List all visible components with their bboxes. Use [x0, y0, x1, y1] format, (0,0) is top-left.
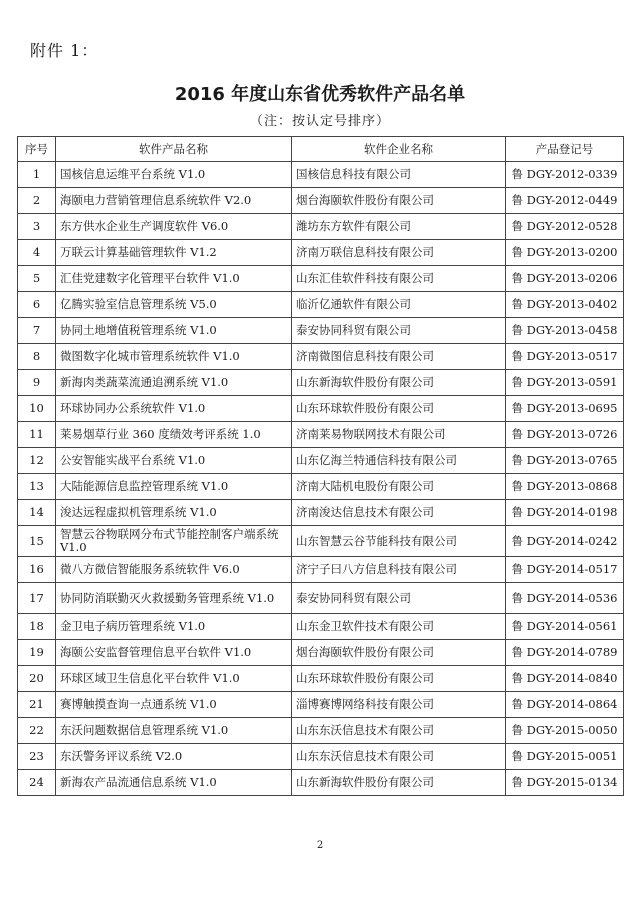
col-header-company: 软件企业名称 — [292, 137, 506, 162]
table-row — [18, 162, 624, 188]
product-name: 大陆能源信息监控管理系统 V1.0 — [56, 474, 292, 500]
table-row — [18, 396, 624, 422]
company-name: 山东智慧云谷节能科技有限公司 — [292, 526, 506, 557]
page-number: 2 — [316, 840, 324, 851]
table-row — [18, 614, 624, 640]
table-row — [18, 370, 624, 396]
company-name: 山东亿海兰特通信科技有限公司 — [292, 448, 506, 474]
registration-number: 鲁 DGY-2014-0561 — [506, 614, 624, 640]
table-row — [18, 666, 624, 692]
product-name: 智慧云谷物联网分布式节能控制客户端系统 V1.0 — [56, 526, 292, 557]
product-name: 莱易烟草行业 360 度绩效考评系统 1.0 — [56, 422, 292, 448]
product-name: 东方供水企业生产调度软件 V6.0 — [56, 214, 292, 240]
table-row — [18, 240, 624, 266]
company-name: 济南微图信息科技有限公司 — [292, 344, 506, 370]
row-index: 7 — [18, 318, 56, 344]
company-name: 山东新海软件股份有限公司 — [292, 370, 506, 396]
company-name: 济南莱易物联网技术有限公司 — [292, 422, 506, 448]
registration-number: 鲁 DGY-2013-0765 — [506, 448, 624, 474]
sort-note: （注：按认定号排序） — [249, 114, 390, 129]
row-index: 4 — [18, 240, 56, 266]
row-index: 5 — [18, 266, 56, 292]
company-name: 山东环球软件股份有限公司 — [292, 396, 506, 422]
product-table — [17, 136, 624, 796]
row-index: 23 — [18, 744, 56, 770]
product-name: 金卫电子病历管理系统 V1.0 — [56, 614, 292, 640]
row-index: 1 — [18, 162, 56, 188]
product-name: 微八方微信智能服务系统软件 V6.0 — [56, 557, 292, 583]
table-row — [18, 692, 624, 718]
table-row — [18, 770, 624, 796]
company-name: 泰安协同科贸有限公司 — [292, 318, 506, 344]
table-row — [18, 422, 624, 448]
registration-number: 鲁 DGY-2014-0242 — [506, 526, 624, 557]
row-index: 10 — [18, 396, 56, 422]
product-name: 海颐电力营销管理信息系统软件 V2.0 — [56, 188, 292, 214]
table-row — [18, 344, 624, 370]
registration-number: 鲁 DGY-2014-0198 — [506, 500, 624, 526]
company-name: 山东东沃信息技术有限公司 — [292, 744, 506, 770]
table-row — [18, 266, 624, 292]
table-row — [18, 214, 624, 240]
row-index: 24 — [18, 770, 56, 796]
row-index: 3 — [18, 214, 56, 240]
table-row — [18, 448, 624, 474]
product-name: 浚达远程虚拟机管理系统 V1.0 — [56, 500, 292, 526]
company-name: 烟台海颐软件股份有限公司 — [292, 188, 506, 214]
row-index: 8 — [18, 344, 56, 370]
row-index: 11 — [18, 422, 56, 448]
company-name: 临沂亿通软件有限公司 — [292, 292, 506, 318]
product-name: 万联云计算基础管理软件 V1.2 — [56, 240, 292, 266]
product-name: 环球区域卫生信息化平台软件 V1.0 — [56, 666, 292, 692]
row-index: 18 — [18, 614, 56, 640]
registration-number: 鲁 DGY-2014-0864 — [506, 692, 624, 718]
registration-number: 鲁 DGY-2013-0695 — [506, 396, 624, 422]
row-index: 16 — [18, 557, 56, 583]
table-row — [18, 318, 624, 344]
product-name: 东沃警务评议系统 V2.0 — [56, 744, 292, 770]
table-row — [18, 718, 624, 744]
registration-number: 鲁 DGY-2015-0051 — [506, 744, 624, 770]
product-name: 赛博触摸查询一点通系统 V1.0 — [56, 692, 292, 718]
registration-number: 鲁 DGY-2012-0339 — [506, 162, 624, 188]
product-name: 微图数字化城市管理系统软件 V1.0 — [56, 344, 292, 370]
registration-number: 鲁 DGY-2015-0134 — [506, 770, 624, 796]
row-index: 21 — [18, 692, 56, 718]
row-index: 17 — [18, 583, 56, 614]
product-name: 协同土地增值税管理系统 V1.0 — [56, 318, 292, 344]
company-name: 山东东沃信息技术有限公司 — [292, 718, 506, 744]
company-name: 国核信息科技有限公司 — [292, 162, 506, 188]
company-name: 潍坊东方软件有限公司 — [292, 214, 506, 240]
company-name: 济南大陆机电股份有限公司 — [292, 474, 506, 500]
registration-number: 鲁 DGY-2012-0528 — [506, 214, 624, 240]
product-name: 新海肉类蔬菜流通追溯系统 V1.0 — [56, 370, 292, 396]
registration-number: 鲁 DGY-2013-0458 — [506, 318, 624, 344]
company-name: 济南浚达信息技术有限公司 — [292, 500, 506, 526]
company-name: 淄博赛博网络科技有限公司 — [292, 692, 506, 718]
company-name: 山东金卫软件技术有限公司 — [292, 614, 506, 640]
table-header-row — [18, 137, 624, 162]
registration-number: 鲁 DGY-2012-0449 — [506, 188, 624, 214]
row-index: 2 — [18, 188, 56, 214]
company-name: 山东新海软件股份有限公司 — [292, 770, 506, 796]
registration-number: 鲁 DGY-2015-0050 — [506, 718, 624, 744]
table-row — [18, 500, 624, 526]
company-name: 烟台海颐软件股份有限公司 — [292, 640, 506, 666]
col-header-index: 序号 — [18, 137, 56, 162]
registration-number: 鲁 DGY-2013-0868 — [506, 474, 624, 500]
table-row — [18, 474, 624, 500]
company-name: 济宁子曰八方信息科技有限公司 — [292, 557, 506, 583]
product-name: 环球协同办公系统软件 V1.0 — [56, 396, 292, 422]
row-index: 19 — [18, 640, 56, 666]
table-row — [18, 583, 624, 614]
row-index: 22 — [18, 718, 56, 744]
registration-number: 鲁 DGY-2014-0517 — [506, 557, 624, 583]
row-index: 20 — [18, 666, 56, 692]
table-row — [18, 744, 624, 770]
product-name: 新海农产品流通信息系统 V1.0 — [56, 770, 292, 796]
registration-number: 鲁 DGY-2014-0536 — [506, 583, 624, 614]
product-name: 国核信息运维平台系统 V1.0 — [56, 162, 292, 188]
table-row — [18, 292, 624, 318]
company-name: 山东汇佳软件科技有限公司 — [292, 266, 506, 292]
product-name: 协同防消联勤灭火救援勤务管理系统 V1.0 — [56, 583, 292, 614]
product-name: 东沃问题数据信息管理系统 V1.0 — [56, 718, 292, 744]
attachment-label: 附件 1： — [30, 41, 99, 60]
registration-number: 鲁 DGY-2014-0789 — [506, 640, 624, 666]
row-index: 13 — [18, 474, 56, 500]
row-index: 15 — [18, 526, 56, 557]
company-name: 山东环球软件股份有限公司 — [292, 666, 506, 692]
row-index: 6 — [18, 292, 56, 318]
col-header-product: 软件产品名称 — [56, 137, 292, 162]
document-title: 2016 年度山东省优秀软件产品名单 — [174, 84, 466, 105]
product-name: 公安智能实战平台系统 V1.0 — [56, 448, 292, 474]
table-row — [18, 557, 624, 583]
registration-number: 鲁 DGY-2013-0726 — [506, 422, 624, 448]
product-name: 海颐公安监督管理信息平台软件 V1.0 — [56, 640, 292, 666]
table-row — [18, 640, 624, 666]
row-index: 9 — [18, 370, 56, 396]
registration-number: 鲁 DGY-2013-0591 — [506, 370, 624, 396]
table-row — [18, 526, 624, 557]
registration-number: 鲁 DGY-2013-0517 — [506, 344, 624, 370]
table-row — [18, 188, 624, 214]
registration-number: 鲁 DGY-2013-0200 — [506, 240, 624, 266]
product-name: 汇佳党建数字化管理平台软件 V1.0 — [56, 266, 292, 292]
table-body — [18, 162, 624, 796]
registration-number: 鲁 DGY-2013-0402 — [506, 292, 624, 318]
registration-number: 鲁 DGY-2014-0840 — [506, 666, 624, 692]
product-name: 亿腾实验室信息管理系统 V5.0 — [56, 292, 292, 318]
registration-number: 鲁 DGY-2013-0206 — [506, 266, 624, 292]
company-name: 泰安协同科贸有限公司 — [292, 583, 506, 614]
row-index: 12 — [18, 448, 56, 474]
company-name: 济南万联信息科技有限公司 — [292, 240, 506, 266]
col-header-regno: 产品登记号 — [506, 137, 624, 162]
row-index: 14 — [18, 500, 56, 526]
